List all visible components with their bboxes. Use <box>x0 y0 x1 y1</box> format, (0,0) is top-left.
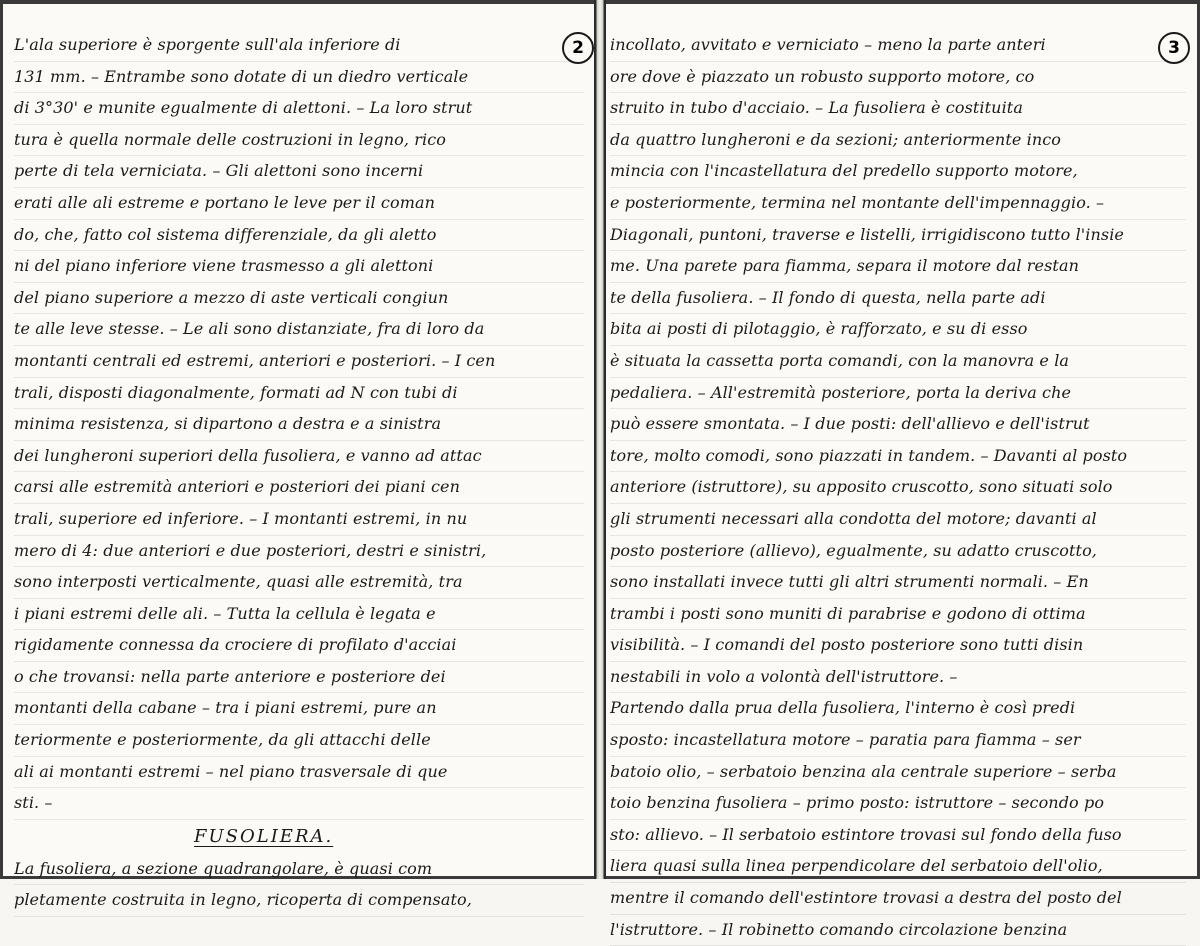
left-line: sti. – <box>14 788 584 820</box>
section-heading-fusoliera <box>14 820 584 854</box>
left-line: ali ai montanti estremi – nel piano trasversale di que <box>14 757 584 789</box>
right-line: l'istruttore. – Il robinetto comando circolazione benzina <box>610 915 1186 946</box>
left-line: o che trovansi: nella parte anteriore e posteriore dei <box>14 662 584 694</box>
right-line: Partendo dalla prua della fusoliera, l'interno è così predi <box>610 693 1186 725</box>
left-line: trali, disposti diagonalmente, formati ad N con tubi di <box>14 378 584 410</box>
right-line: bita ai posti di pilotaggio, è rafforzato, e su di esso <box>610 314 1186 346</box>
right-line: ore dove è piazzato un robusto supporto motore, co <box>610 62 1186 94</box>
left-line: montanti della cabane – tra i piani estremi, pure an <box>14 693 584 725</box>
right-line: batoio olio, – serbatoio benzina ala centrale superiore – serba <box>610 757 1186 789</box>
right-line: posto posteriore (allievo), egualmente, su adatto cruscotto, <box>610 536 1186 568</box>
left-line: trali, superiore ed inferiore. – I montanti estremi, in nu <box>14 504 584 536</box>
left-page <box>0 0 596 910</box>
right-line: nestabili in volo a volontà dell'istruttore. – <box>610 662 1186 694</box>
left-line: del piano superiore a mezzo di aste verticali congiun <box>14 283 584 315</box>
page-number-right: 3 <box>1158 32 1190 64</box>
right-line: sono installati invece tutti gli altri strumenti normali. – En <box>610 567 1186 599</box>
right-line: visibilità. – I comandi del posto posteriore sono tutti disin <box>610 630 1186 662</box>
section-heading-text: FUSOLIERA. <box>194 825 334 847</box>
left-line: di 3°30' e munite egualmente di alettoni. – La loro strut <box>14 93 584 125</box>
left-line: minima resistenza, si dipartono a destra e a sinistra <box>14 409 584 441</box>
right-line: te della fusoliera. – Il fondo di questa, nella parte adi <box>610 283 1186 315</box>
right-line: può essere smontata. – I due posti: dell'allievo e dell'istrut <box>610 409 1186 441</box>
right-line: incollato, avvitato e verniciato – meno la parte anteri <box>610 30 1186 62</box>
left-line: do, che, fatto col sistema differenziale, da gli aletto <box>14 220 584 252</box>
right-line: struito in tubo d'acciaio. – La fusoliera è costituita <box>610 93 1186 125</box>
left-line: pletamente costruita in legno, ricoperta di compensato, <box>14 885 584 917</box>
right-line: trambi i posti sono muniti di parabrise e godono di ottima <box>610 599 1186 631</box>
left-line: 131 mm. – Entrambe sono dotate di un diedro verticale <box>14 62 584 94</box>
left-line: ni del piano inferiore viene trasmesso a gli alettoni <box>14 251 584 283</box>
page-number-left: 2 <box>562 32 594 64</box>
left-line: rigidamente connessa da crociere di profilato d'acciai <box>14 630 584 662</box>
right-line: tore, molto comodi, sono piazzati in tandem. – Davanti al posto <box>610 441 1186 473</box>
right-line: me. Una parete para fiamma, separa il motore dal restan <box>610 251 1186 283</box>
right-line: gli strumenti necessari alla condotta del motore; davanti al <box>610 504 1186 536</box>
right-line: è situata la cassetta porta comandi, con la manovra e la <box>610 346 1186 378</box>
left-line: carsi alle estremità anteriori e posteriori dei piani cen <box>14 472 584 504</box>
right-page <box>604 0 1200 939</box>
right-line: anteriore (istruttore), su apposito cruscotto, sono situati solo <box>610 472 1186 504</box>
left-line: sono interposti verticalmente, quasi alle estremità, tra <box>14 567 584 599</box>
left-line: dei lungheroni superiori della fusoliera, e vanno ad attac <box>14 441 584 473</box>
left-line: mero di 4: due anteriori e due posteriori, destri e sinistri, <box>14 536 584 568</box>
left-line: tura è quella normale delle costruzioni in legno, rico <box>14 125 584 157</box>
left-line: teriormente e posteriormente, da gli attacchi delle <box>14 725 584 757</box>
left-line: erati alle ali estreme e portano le leve per il coman <box>14 188 584 220</box>
right-line: e posteriormente, termina nel montante dell'impennaggio. – <box>610 188 1186 220</box>
left-line: te alle leve stesse. – Le ali sono distanziate, fra di loro da <box>14 314 584 346</box>
right-line: toio benzina fusoliera – primo posto: istruttore – secondo po <box>610 788 1186 820</box>
right-line: liera quasi sulla linea perpendicolare del serbatoio dell'olio, <box>610 851 1186 883</box>
right-line: da quattro lungheroni e da sezioni; anteriormente inco <box>610 125 1186 157</box>
right-line: pedaliera. – All'estremità posteriore, porta la deriva che <box>610 378 1186 410</box>
right-line: sto: allievo. – Il serbatoio estintore trovasi sul fondo della fuso <box>610 820 1186 852</box>
left-line: L'ala superiore è sporgente sull'ala inferiore di <box>14 30 584 62</box>
left-line: i piani estremi delle ali. – Tutta la cellula è legata e <box>14 599 584 631</box>
right-line: mincia con l'incastellatura del predello supporto motore, <box>610 156 1186 188</box>
left-line: La fusoliera, a sezione quadrangolare, è quasi com <box>14 854 584 886</box>
left-line: perte di tela verniciata. – Gli alettoni sono incerni <box>14 156 584 188</box>
left-line: montanti centrali ed estremi, anteriori e posteriori. – I cen <box>14 346 584 378</box>
right-line: mentre il comando dell'estintore trovasi a destra del posto del <box>610 883 1186 915</box>
right-line: sposto: incastellatura motore – paratia para fiamma – ser <box>610 725 1186 757</box>
right-line: Diagonali, puntoni, traverse e listelli, irrigidiscono tutto l'insie <box>610 220 1186 252</box>
